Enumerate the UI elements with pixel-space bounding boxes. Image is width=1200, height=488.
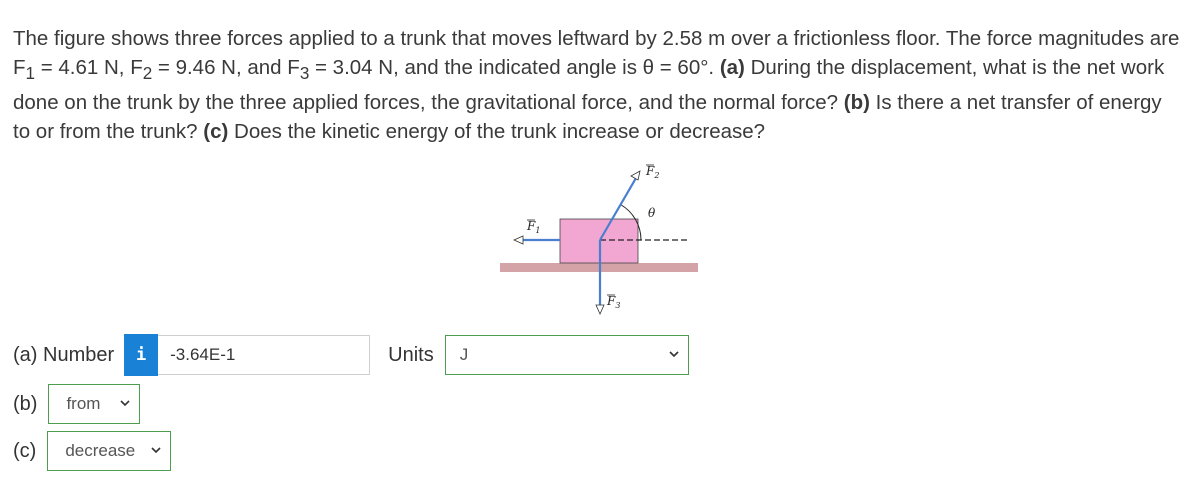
part-c-label: (c) — [13, 439, 37, 462]
f1-arrowhead — [514, 236, 523, 244]
answer-row-c — [13, 431, 171, 471]
svg-text:F3: $F_3$ — [607, 294, 621, 310]
f1-label — [526, 219, 540, 235]
chevron-down-icon — [151, 445, 161, 455]
part-b-label: (b) — [13, 392, 38, 415]
chevron-down-icon — [120, 398, 130, 408]
units-select[interactable] — [445, 335, 689, 375]
chevron-down-icon — [669, 349, 679, 359]
units-label: Units — [388, 343, 434, 366]
energy-transfer-value: from — [66, 394, 101, 413]
part-a-label: (a) Number — [13, 343, 115, 366]
answer-row-b — [13, 384, 140, 424]
kinetic-energy-select[interactable] — [47, 431, 171, 471]
kinetic-energy-value: decrease — [65, 441, 136, 460]
f3-arrowhead — [596, 305, 604, 314]
f3-label — [606, 294, 620, 310]
f2-label — [645, 164, 659, 180]
f2-arrowhead — [631, 171, 640, 180]
info-icon[interactable]: i — [124, 334, 158, 376]
energy-transfer-select[interactable] — [48, 384, 140, 424]
force-diagram — [495, 160, 700, 325]
question-text: The figure shows three forces applied to a trunk that moves leftward by 2.58 m over a frictionless floor. The force magnitudes are $F_1 = 4.61$ N, $F_2 = 9.46$ N, and $F_3 = 3.04$ N, and the indicated angle is θ = 60°. (a) During the displacement, what is the net work done on the trunk by the three applied forces, the gravitational force, and the normal force? (b) Is there a net transfer of energy to or from the trunk? (c) Does the kinetic energy of the trunk increase or decrease? — [13, 27, 1180, 144]
svg-text:F1: $F_1$ — [527, 219, 541, 235]
answer-row-a — [13, 334, 689, 376]
units-select-value: J — [459, 345, 469, 364]
theta-label: θ — [648, 206, 656, 220]
answer-a-number-input[interactable]: -3.64E-1 — [158, 335, 370, 375]
svg-text:F2: $F_2$ — [646, 164, 660, 180]
